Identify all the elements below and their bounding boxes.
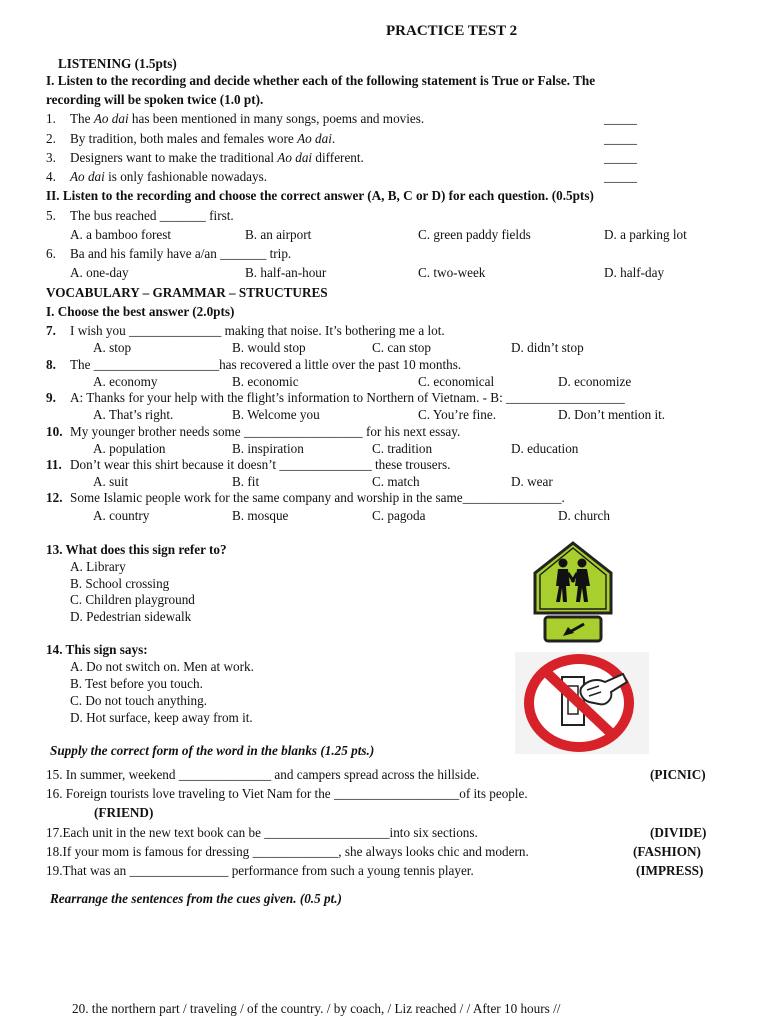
option: D. didn’t stop [511,340,584,355]
option: B. Test before you touch. [70,676,203,691]
question-14: 14. This sign says: [46,642,148,657]
word-form-cue: (FASHION) [633,844,701,859]
question-text: I wish you ______________ making that noise. It’s bothering me a lot. [70,323,445,338]
tf-item: 1. [46,111,56,126]
word-form-cue: (IMPRESS) [636,863,704,878]
option: C. Children playground [70,592,195,607]
tf-item-text: The Ao dai has been mentioned in many songs, poems and movies. [70,111,425,126]
question-number: 8. [46,357,56,372]
option: C. Do not touch anything. [70,693,207,708]
question-text: A: Thanks for your help with the flight’s information to Northern of Vietnam. - B: __________________ [70,390,625,405]
tf-item: 2. [46,131,56,146]
option: A. suit [93,474,129,489]
option: D. Don’t mention it. [558,407,666,422]
option: D. education [511,441,579,456]
tf-item-text: Ao dai is only fashionable nowadays. [70,169,268,184]
option: B. half-an-hour [245,265,327,280]
do-not-touch-sign-icon [515,652,649,754]
option: A. a bamboo forest [70,227,172,242]
question-13: 13. What does this sign refer to? [46,542,227,557]
option: B. inspiration [232,441,304,456]
word-form-item: 16. Foreign tourists love traveling to Viet Nam for the ___________________of its people. [46,786,528,801]
tf-item: 3. [46,150,56,165]
question-text: The ___________________has recovered a little over the past 10 months. [70,357,462,372]
question-number: 10. [46,424,63,439]
option: A. population [93,441,166,456]
option: C. tradition [372,441,433,456]
option: B. an airport [245,227,312,242]
option: A. Do not switch on. Men at work. [70,659,254,674]
option: A. country [93,508,150,523]
word-form-item: 17.Each unit in the new text book can be ___________________into six sections. [46,825,478,840]
word-form-cue: (DIVIDE) [650,825,707,840]
option: A. one-day [70,265,129,280]
word-form-item: 15. In summer, weekend ______________ and campers spread across the hillside. [46,767,480,782]
question-number: 5. [46,208,56,223]
question-number: 12. [46,490,63,505]
question-number: 9. [46,390,56,405]
page-title: PRACTICE TEST 2 [386,23,518,39]
option: C. You’re fine. [418,407,497,422]
option: B. School crossing [70,576,170,591]
tf-blank: _____ [604,169,637,184]
option: C. match [372,474,420,489]
option: B. would stop [232,340,306,355]
option: B. fit [232,474,260,489]
rearrange-heading: Rearrange the sentences from the cues given. (0.5 pt.) [50,891,342,906]
option: C. can stop [372,340,431,355]
option: D. wear [511,474,553,489]
option: D. a parking lot [604,227,687,242]
question-number: 7. [46,323,56,338]
question-text: Don’t wear this shirt because it doesn’t ______________ these trousers. [70,457,451,472]
question-text: Some Islamic people work for the same company and worship in the same_______________. [70,490,565,505]
school-crossing-sign-icon [532,540,614,644]
option: B. Welcome you [232,407,320,422]
question-text: The bus reached _______ first. [70,208,234,223]
option: D. half-day [604,265,665,280]
option: D. Pedestrian sidewalk [70,609,192,624]
option: B. economic [232,374,299,389]
part2-instruction: II. Listen to the recording and choose the correct answer (A, B, C or D) for each question. (0.5pts) [46,188,594,203]
question-number: 6. [46,246,56,261]
option: D. Hot surface, keep away from it. [70,710,253,725]
word-form-heading: Supply the correct form of the word in the blanks (1.25 pts.) [50,743,375,758]
option: A. That’s right. [93,407,174,422]
option: A. stop [93,340,132,355]
tf-item-text: Designers want to make the traditional Ao dai different. [70,150,364,165]
option: C. two-week [418,265,486,280]
vocab-heading: VOCABULARY – GRAMMAR – STRUCTURES [46,285,328,300]
tf-blank: _____ [604,150,637,165]
word-form-item: 19.That was an _______________ performance from such a young tennis player. [46,863,474,878]
question-text: My younger brother needs some __________________ for his next essay. [70,424,461,439]
part1-instruction-cont: recording will be spoken twice (1.0 pt). [46,92,264,107]
listening-heading: LISTENING (1.5pts) [58,56,177,71]
tf-item-text: By tradition, both males and females wore Ao dai. [70,131,336,146]
word-form-item: 18.If your mom is famous for dressing _____________, she always looks chic and modern. [46,844,529,859]
option: A. Library [70,559,126,574]
tf-blank: _____ [604,131,637,146]
option: B. mosque [232,508,289,523]
option: D. economize [558,374,632,389]
tf-blank: _____ [604,111,637,126]
option: C. pagoda [372,508,426,523]
rearrange-item: 20. the northern part / traveling / of the country. / by coach, / Liz reached / / After 10 hours // [72,1001,561,1016]
word-form-cue: (PICNIC) [650,767,706,782]
option: C. green paddy fields [418,227,531,242]
tf-item: 4. [46,169,56,184]
option: C. economical [418,374,495,389]
part1-instruction: I. Listen to the recording and decide whether each of the following statement is True or False. The [46,73,596,88]
question-text: Ba and his family have a/an _______ trip. [70,246,292,261]
option: A. economy [93,374,158,389]
word-form-cue: (FRIEND) [94,805,154,820]
question-number: 11. [46,457,62,472]
vocab-part1-heading: I. Choose the best answer (2.0pts) [46,304,235,319]
option: D. church [558,508,610,523]
